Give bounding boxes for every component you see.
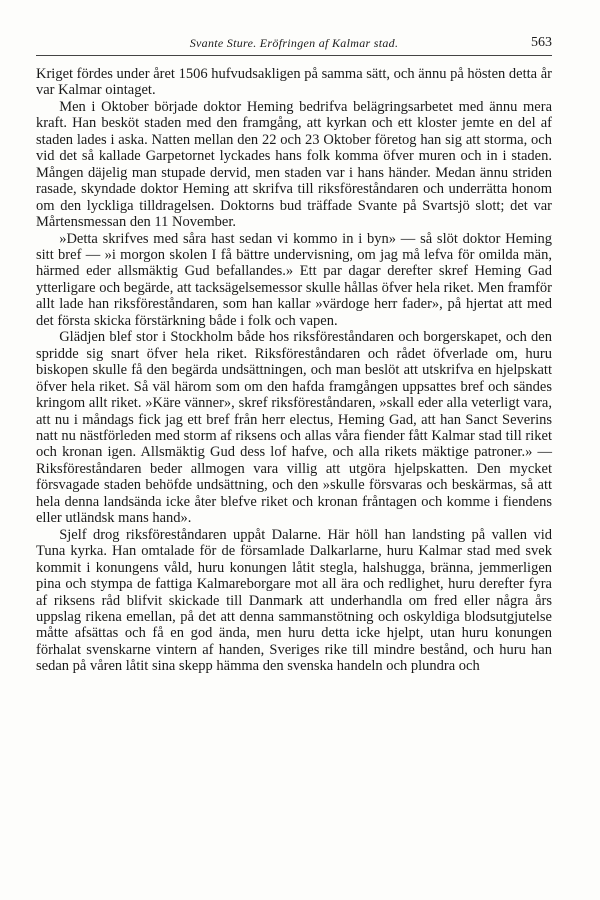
paragraph: »Detta skrifves med såra hast sedan vi kommo in i byn» — så slöt doktor Heming sitt bref — »i morgon skolen I få bättre undervisning, om jag må lefva för omilda män, härmed eder allsmäktig Gud befallandes.» Ett par dagar derefter skref Heming Gad ytterligare och begärde, att tacksägelsemessor skulle hållas öfver hela riket. Men framför allt lade han riksföreståndaren, som han kallar »värdoge herr fader», på hjertat att med det första skicka förstärkning både i folk och vapen.: [36, 230, 552, 329]
paragraph: Glädjen blef stor i Stockholm både hos riksföreståndaren och borgerskapet, och den spridde sig snart öfver hela riket. Riksföreståndaren och rådet öfverlade om, huru biskopen skulle få den begärda undsättningen, och man beslöt att utskrifva en hjelpskatt öfver hela riket. Så väl härom som om den hafda framgången uppsattes bref och sändes kringom allt riket. »Käre vänner», skref riksföreståndaren, »skall eder alla veterligt vara, att nu i måndags fick jag ett bref från herr electus, Heming Gad, att han Sanct Severins natt nu nästförleden med storm af riksens och allas våra fiender fått Kalmar stad till riket och kronan igen. Allsmäktig Gud dess lof hafve, och alla rikets mäktige patroner.» — Riksföreståndaren beder allmogen vara villig att utgöra hjelpskatten. Den mycket försvagade staden behöfde undsättning, och den »skulle försvaras och beskärmas, så att hela denna landsända icke åter blefve riket och kronan fråntagen och komme i fiendens eller utländsk mans hand».: [36, 329, 552, 527]
page-number: 563: [531, 35, 552, 50]
running-head: Svante Sture. Eröfringen af Kalmar stad.: [189, 36, 399, 50]
paragraph: Sjelf drog riksföreståndaren uppåt Dalarne. Här höll han landsting på vallen vid Tuna kyrka. Han omtalade för de församlade Dalkarlarne, huru Kalmar stad med svek kommit i konungens våld, huru konungen låtit stegla, halshugga, bränna, jemmerligen pina och stympa de fattiga Kalmareborgare mot all ära och redlighet, huru derefter fyra af riksens råd blifvit skickade till Danmark att underhandla om fred eller några års uppslag rikena emellan, på det att denna sammanstötning och oskyldiga blodsutgjutelse måtte afsättas och få en god ända, men huru detta icke hjelpt, utan huru konungen förhalat svenskarne vintern af handen, Sveriges rike till mindre bestånd, och huru han sedan på våren låtit sina skepp hämma den svenska handeln och plundra och: [36, 526, 552, 675]
paragraph: Kriget fördes under året 1506 hufvudsakligen på samma sätt, och ännu på hösten detta år var Kalmar ointaget.: [36, 66, 552, 99]
body-text: [36, 66, 552, 675]
page-header: [36, 36, 552, 54]
paragraph: Men i Oktober började doktor Heming bedrifva belägringsarbetet med ännu mera kraft. Han besköt staden med den framgång, att kyrkan och ett kloster jemte en del af staden lades i aska. Natten mellan den 22 och 23 Oktober företog han sig att storma, och vid det så kallade Garpetornet lyckades hans folk komma öfver muren och in i staden. Mången däjelig man stupade dervid, men staden var i hans händer. Medan ännu striden rasade, skyndade doktor Heming att skrifva till riksföreståndaren och underrätta honom om den lyckliga tilldragelsen. Doktorns bud träffade Svante på Svartsjö slott; det var Mårtensmessan den 11 November.: [36, 98, 552, 231]
header-rule: [36, 55, 552, 56]
